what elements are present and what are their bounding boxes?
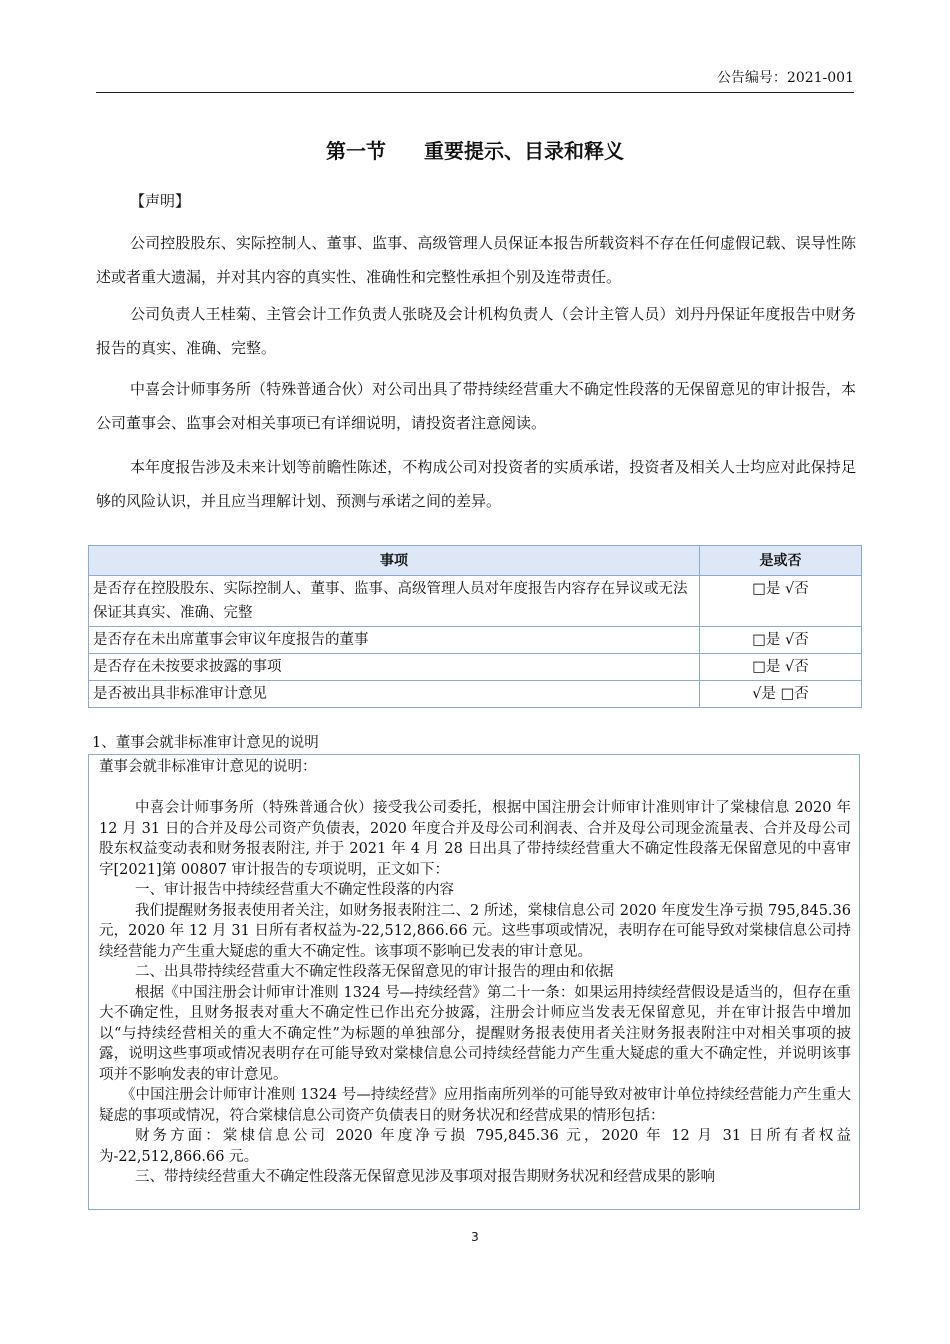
table-row (89, 627, 862, 654)
matter-answer: □是 √否 (700, 576, 862, 627)
announcement-code: 公告编号：2021-001 (716, 70, 854, 86)
matters-table (88, 545, 862, 708)
explanation-paragraph: 我们提醒财务报表使用者关注，如财务报表附注二、2 所述，棠棣信息公司 2020 年度发生净亏损 795,845.36 元，2020 年 12 月 31 日所有者权益为-22,512,866.66 元。这些事项或情况，表明存在可能导致对棠棣信息公司持续经营能力产生重大疑虑的重大不确定性。该事项不影响已发表的审计意见。 (99, 902, 851, 960)
explanation-paragraph: 中喜会计师事务所（特殊普通合伙）接受我公司委托，根据中国注册会计师审计准则审计了棠棣信息 2020 年 12 月 31 日的合并及母公司资产负债表，2020 年度合并及母公司利润表、合并及母公司现金流量表、合并及母公司股东权益变动表和财务报表附注, 并于 2021 年 4 月 28 日出具了带持续经营重大不确定性段落无保留意见的中喜审字[2021]第 00807 审计报告的专项说明，正文如下： (99, 800, 851, 878)
matter-item: 是否存在未出席董事会审议年度报告的董事 (89, 627, 700, 654)
matter-answer: √是 □否 (700, 681, 862, 708)
explanation-subheading: 一、审计报告中持续经营重大不确定性段落的内容 (135, 882, 454, 898)
column-header-item: 事项 (89, 546, 700, 576)
box-title: 董事会就非标准审计意见的说明： (99, 759, 317, 775)
board-explanation-heading: 1、董事会就非标准审计意见的说明 (92, 735, 319, 751)
table-header-row (89, 546, 862, 576)
notice-label: 【声明】 (130, 192, 191, 210)
table-row (89, 681, 862, 708)
matter-item: 是否存在未按要求披露的事项 (89, 654, 700, 681)
header-divider (96, 92, 854, 93)
explanation-subheading: 三、带持续经营重大不确定性段落无保留意见涉及事项对报告期财务状况和经营成果的影响 (135, 1169, 715, 1185)
section-number: 第一节 (326, 139, 386, 163)
matter-answer: □是 √否 (700, 654, 862, 681)
notice-paragraph: 中喜会计师事务所（特殊普通合伙）对公司出具了带持续经营重大不确定性段落的无保留意见的审计报告，本公司董事会、监事会对相关事项已有详细说明，请投资者注意阅读。 (96, 380, 856, 432)
explanation-subheading: 二、出具带持续经营重大不确定性段落无保留意见的审计报告的理由和依据 (135, 964, 614, 980)
page-number: 3 (471, 1230, 479, 1244)
section-name: 重要提示、目录和释义 (424, 139, 624, 163)
table-row (89, 654, 862, 681)
notice-paragraph: 公司负责人王桂菊、主管会计工作负责人张晓及会计机构负责人（会计主管人员）刘丹丹保证年度报告中财务报告的真实、准确、完整。 (96, 305, 856, 357)
matter-answer: □是 √否 (700, 627, 862, 654)
matter-item: 是否存在控股股东、实际控制人、董事、监事、高级管理人员对年度报告内容存在异议或无法保证其真实、准确、完整 (89, 576, 700, 627)
section-title (0, 136, 950, 166)
blank-line (99, 778, 851, 799)
notice-paragraph: 公司控股股东、实际控制人、董事、监事、高级管理人员保证本报告所载资料不存在任何虚假记载、误导性陈述或者重大遗漏，并对其内容的真实性、准确性和完整性承担个别及连带责任。 (96, 234, 856, 286)
table-row (89, 576, 862, 627)
notice-paragraph: 本年度报告涉及未来计划等前瞻性陈述，不构成公司对投资者的实质承诺，投资者及相关人士均应对此保持足够的风险认识，并且应当理解计划、预测与承诺之间的差异。 (96, 458, 856, 510)
explanation-paragraph: 根据《中国注册会计师审计准则 1324 号—持续经营》第二十一条：如果运用持续经营假设是适当的，但存在重大不确定性，且财务报表对重大不确定性已作出充分披露，注册会计师应当发表无保留意见，并在审计报告中增加以“与持续经营相关的重大不确定性”为标题的单独部分，提醒财务报表使用者关注财务报表附注中对相关事项的披露，说明这些事项或情况表明存在可能导致对棠棣信息公司持续经营能力产生重大疑虑的重大不确定性，并说明该事项并不影响发表的审计意见。 (99, 984, 851, 1083)
column-header-answer: 是或否 (700, 546, 862, 576)
matter-item: 是否被出具非标准审计意见 (89, 681, 700, 708)
explanation-paragraph: 《中国注册会计师审计准则 1324 号—持续经营》应用指南所列举的可能导致对被审计单位持续经营能力产生重大疑虑的事项或情况，符合棠棣信息公司资产负债表日的财务状况和经营成果的情形包括： (99, 1087, 851, 1124)
board-explanation-box (88, 754, 860, 1210)
explanation-paragraph: 财务方面：棠棣信息公司 2020 年度净亏损 795,845.36 元，2020 年 12 月 31 日所有者权益为-22,512,866.66 元。 (99, 1128, 851, 1165)
